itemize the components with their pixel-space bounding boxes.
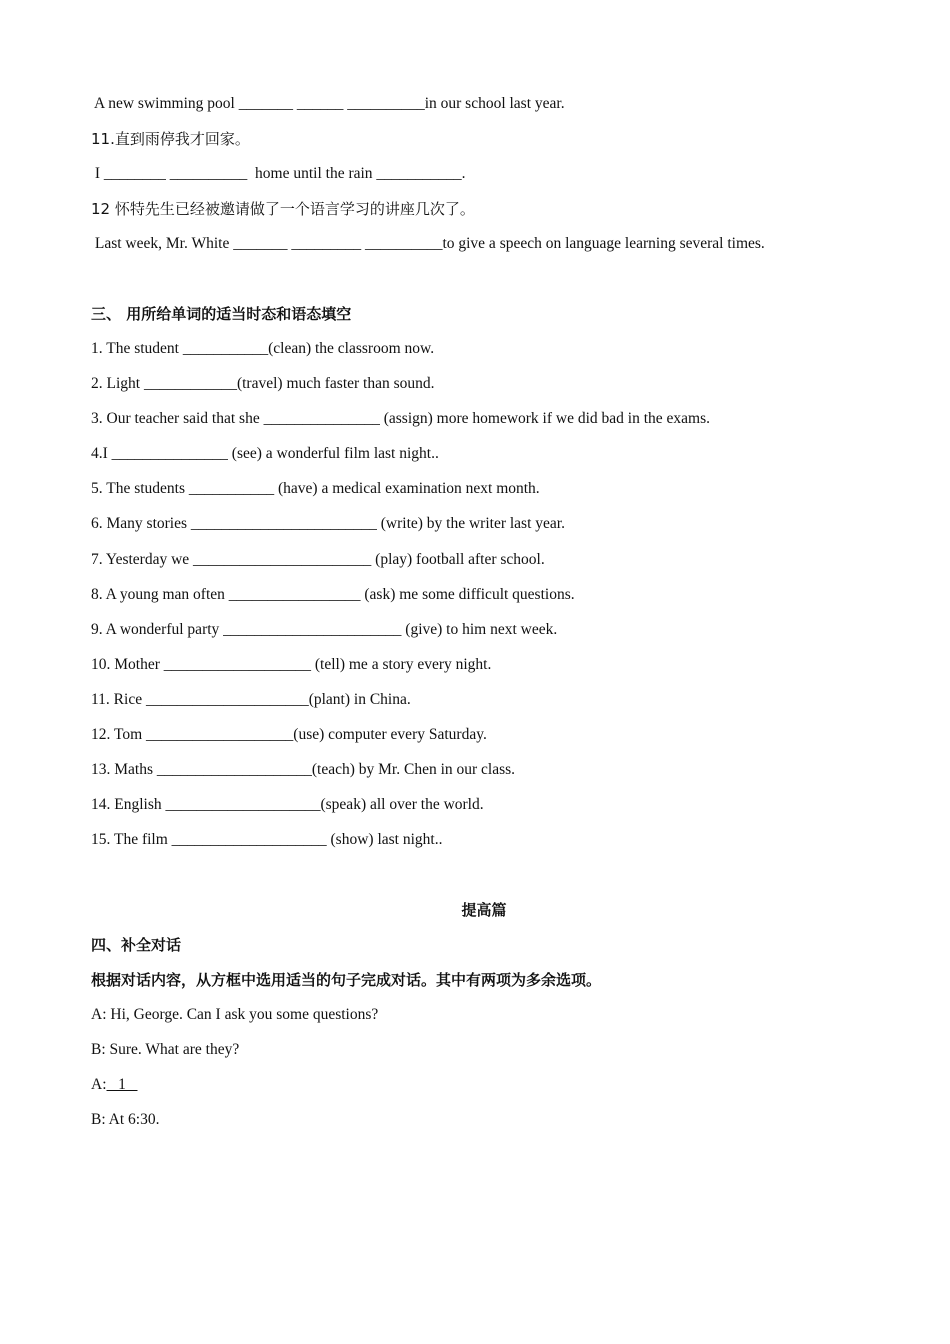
section-3-item: 13. Maths ____________________(teach) by Mr. Chen in our class. [91, 761, 516, 778]
section-3-item: 11. Rice _____________________(plant) in China. [91, 691, 411, 708]
section-4-heading: 四、补全对话 [91, 936, 182, 954]
section-3-item: 10. Mother ___________________ (tell) me a story every night. [91, 656, 492, 673]
section-3-item: 1. The student ___________(clean) the classroom now. [91, 340, 435, 357]
dialogue-line-b2: B: At 6:30. [91, 1111, 160, 1128]
section-3-item: 6. Many stories ________________________ (write) by the writer last year. [91, 515, 565, 532]
section-3-heading: 三、 用所给单词的适当时态和语态填空 [91, 305, 352, 323]
section-3-item: 7. Yesterday we _______________________ (play) football after school. [91, 551, 545, 568]
question-12-chinese: 12 怀特先生已经被邀请做了一个语言学习的讲座几次了。 [91, 200, 475, 218]
dialogue-line-a1: A: Hi, George. Can I ask you some questions? [91, 1006, 379, 1023]
dialogue-line-a2 [91, 1075, 138, 1095]
question-11-english: I ________ __________ home until the rain ___________. [91, 165, 466, 182]
section-3-item: 3. Our teacher said that she _______________ (assign) more homework if we did bad in the exams. [91, 410, 710, 427]
section-3-item: 8. A young man often _________________ (ask) me some difficult questions. [91, 586, 575, 603]
section-3-item: 14. English ____________________(speak) all over the world. [91, 796, 484, 813]
dialogue-line-b1: B: Sure. What are they? [91, 1041, 240, 1058]
dialogue-blank-1: 1 [106, 1076, 138, 1093]
section-3-item: 5. The students ___________ (have) a medical examination next month. [91, 480, 540, 497]
question-12-english: Last week, Mr. White _______ _________ __________to give a speech on language learning several times. [91, 235, 765, 252]
section-3-item: 9. A wonderful party _______________________ (give) to him next week. [91, 621, 558, 638]
section-3-item: 4.I _______________ (see) a wonderful film last night.. [91, 445, 439, 462]
section-3-item: 12. Tom ___________________(use) computer every Saturday. [91, 726, 487, 743]
line-10-sentence: A new swimming pool _______ ______ __________in our school last year. [91, 95, 565, 112]
advanced-title: 提高篇 [461, 901, 507, 919]
section-3-item: 2. Light ____________(travel) much faster than sound. [91, 375, 435, 392]
dialogue-speaker: A: [91, 1076, 107, 1093]
section-3-item: 15. The film ____________________ (show) last night.. [91, 831, 443, 848]
question-11-chinese: 11.直到雨停我才回家。 [91, 130, 250, 148]
section-4-instruction: 根据对话内容，从方框中选用适当的句子完成对话。其中有两项为多余选项。 [91, 971, 602, 989]
